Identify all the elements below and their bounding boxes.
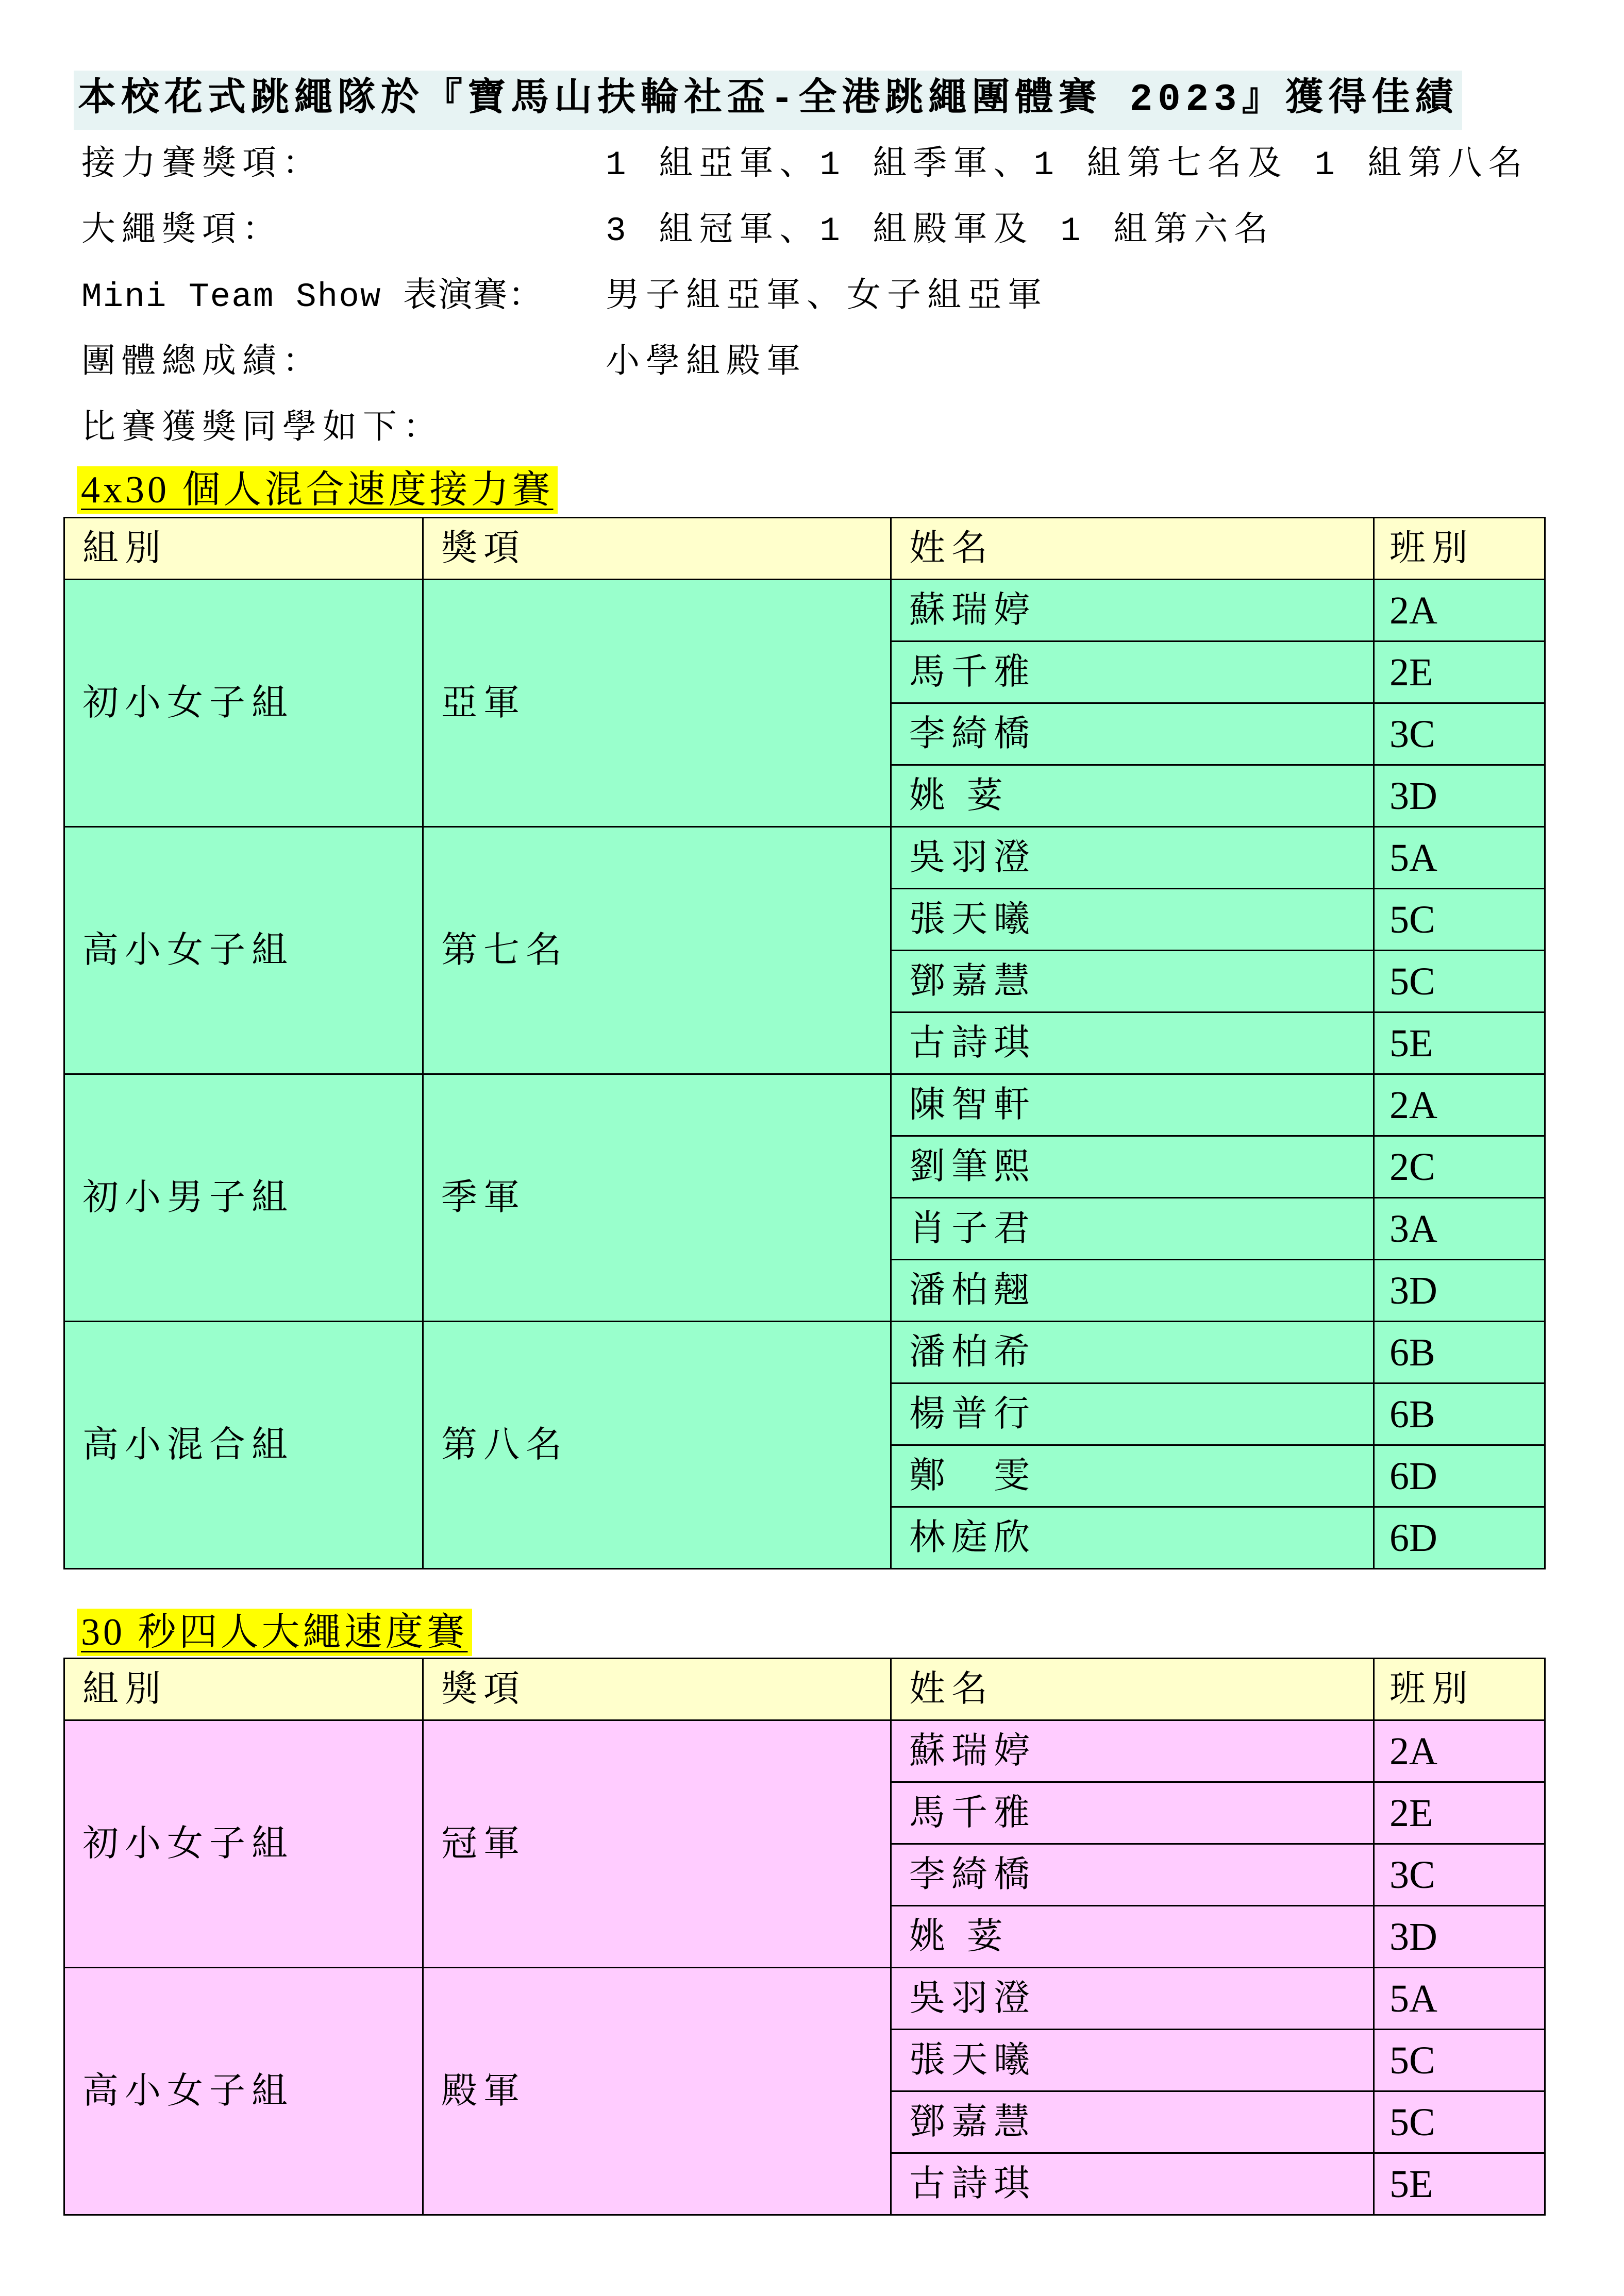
name-cell: 劉筆熙 <box>891 1136 1374 1198</box>
table-header <box>64 518 1545 580</box>
column-header-class: 班別 <box>1374 518 1545 580</box>
class-cell: 6B <box>1374 1383 1545 1445</box>
name-cell: 馬千雅 <box>891 641 1374 703</box>
intro-line <box>0 396 1624 462</box>
class-cell: 5C <box>1374 2030 1545 2091</box>
class-cell: 5A <box>1374 1968 1545 2030</box>
name-cell: 吳羽澄 <box>891 827 1374 889</box>
award-cell: 冠軍 <box>423 1720 891 1968</box>
table-row <box>64 1322 1545 1383</box>
class-cell: 3A <box>1374 1198 1545 1260</box>
name-cell: 李綺橋 <box>891 1844 1374 1906</box>
long-rope-results-table <box>63 1658 1546 2216</box>
class-cell: 2C <box>1374 1136 1545 1198</box>
summary-label: 接力賽獎項： <box>81 146 323 184</box>
name-cell: 蘇瑞婷 <box>891 580 1374 641</box>
class-cell: 6D <box>1374 1445 1545 1507</box>
class-cell: 5E <box>1374 2153 1545 2215</box>
column-header-group: 組別 <box>64 518 423 580</box>
group-cell: 高小女子組 <box>64 827 423 1074</box>
group-cell: 初小男子組 <box>64 1074 423 1322</box>
column-header-award: 獎項 <box>423 1659 891 1720</box>
award-cell: 第八名 <box>423 1322 891 1569</box>
summary-line-long-rope <box>0 198 1624 264</box>
name-cell: 鄭 雯 <box>891 1445 1374 1507</box>
summary-label: Mini Team Show 表演賽： <box>81 278 544 316</box>
name-cell: 吳羽澄 <box>891 1968 1374 2030</box>
long-rope-caption: 30 秒四人大繩速度賽 <box>77 1609 472 1656</box>
column-header-class: 班別 <box>1374 1659 1545 1720</box>
name-cell: 古詩琪 <box>891 1012 1374 1074</box>
summary-value: 男子組亞軍、女子組亞軍 <box>606 278 1048 316</box>
group-cell: 初小女子組 <box>64 1720 423 1968</box>
class-cell: 5C <box>1374 2091 1545 2153</box>
header-row <box>64 1659 1545 1720</box>
group-cell: 高小女子組 <box>64 1968 423 2215</box>
class-cell: 2A <box>1374 1720 1545 1782</box>
name-cell: 李綺橋 <box>891 703 1374 765</box>
award-cell: 殿軍 <box>423 1968 891 2215</box>
class-cell: 3D <box>1374 1260 1545 1322</box>
class-cell: 3D <box>1374 1906 1545 1968</box>
name-cell: 潘柏翹 <box>891 1260 1374 1322</box>
class-cell: 2E <box>1374 641 1545 703</box>
name-cell: 潘柏希 <box>891 1322 1374 1383</box>
class-cell: 2A <box>1374 1074 1545 1136</box>
award-cell: 亞軍 <box>423 580 891 827</box>
class-cell: 5C <box>1374 951 1545 1012</box>
name-cell: 蘇瑞婷 <box>891 1720 1374 1782</box>
summary-value: 小學組殿軍 <box>606 344 807 382</box>
summary-value: 3 組冠軍、1 組殿軍及 1 組第六名 <box>606 212 1275 250</box>
table-row <box>64 827 1545 889</box>
award-cell: 第七名 <box>423 827 891 1074</box>
table-row <box>64 1074 1545 1136</box>
summary-line-mini-team-show <box>0 264 1624 330</box>
page-title: 本校花式跳繩隊於『寶馬山扶輪社盃-全港跳繩團體賽 2023』獲得佳績 <box>74 71 1462 130</box>
name-cell: 林庭欣 <box>891 1507 1374 1569</box>
name-cell: 肖子君 <box>891 1198 1374 1260</box>
award-summary <box>0 132 1624 462</box>
summary-value: 1 組亞軍、1 組季軍、1 組第七名及 1 組第八名 <box>606 146 1529 184</box>
summary-line-relay <box>0 132 1624 198</box>
group-cell: 初小女子組 <box>64 580 423 827</box>
table-row <box>64 1968 1545 2030</box>
table-header <box>64 1659 1545 1720</box>
table-row <box>64 580 1545 641</box>
class-cell: 2E <box>1374 1782 1545 1844</box>
name-cell: 古詩琪 <box>891 2153 1374 2215</box>
name-cell: 鄧嘉慧 <box>891 2091 1374 2153</box>
class-cell: 6D <box>1374 1507 1545 1569</box>
class-cell: 3D <box>1374 765 1545 827</box>
header-row <box>64 518 1545 580</box>
class-cell: 2A <box>1374 580 1545 641</box>
summary-label: 大繩獎項： <box>81 212 282 250</box>
table-row <box>64 1720 1545 1782</box>
name-cell: 鄧嘉慧 <box>891 951 1374 1012</box>
column-header-name: 姓名 <box>891 518 1374 580</box>
class-cell: 5A <box>1374 827 1545 889</box>
column-header-award: 獎項 <box>423 518 891 580</box>
class-cell: 5C <box>1374 889 1545 951</box>
group-cell: 高小混合組 <box>64 1322 423 1569</box>
name-cell: 楊普行 <box>891 1383 1374 1445</box>
class-cell: 6B <box>1374 1322 1545 1383</box>
intro-text: 比賽獲獎同學如下： <box>81 410 443 448</box>
name-cell: 陳智軒 <box>891 1074 1374 1136</box>
table-body <box>64 1720 1545 2215</box>
name-cell: 張天曦 <box>891 2030 1374 2091</box>
name-cell: 張天曦 <box>891 889 1374 951</box>
award-cell: 季軍 <box>423 1074 891 1322</box>
table-body <box>64 580 1545 1569</box>
name-cell: 馬千雅 <box>891 1782 1374 1844</box>
class-cell: 5E <box>1374 1012 1545 1074</box>
class-cell: 3C <box>1374 1844 1545 1906</box>
name-cell: 姚 荽 <box>891 1906 1374 1968</box>
name-cell: 姚 荽 <box>891 765 1374 827</box>
summary-label: 團體總成績： <box>81 344 323 382</box>
relay-results-table <box>63 517 1546 1569</box>
class-cell: 3C <box>1374 703 1545 765</box>
summary-line-overall <box>0 330 1624 396</box>
column-header-group: 組別 <box>64 1659 423 1720</box>
relay-caption: 4x30 個人混合速度接力賽 <box>77 466 558 514</box>
column-header-name: 姓名 <box>891 1659 1374 1720</box>
